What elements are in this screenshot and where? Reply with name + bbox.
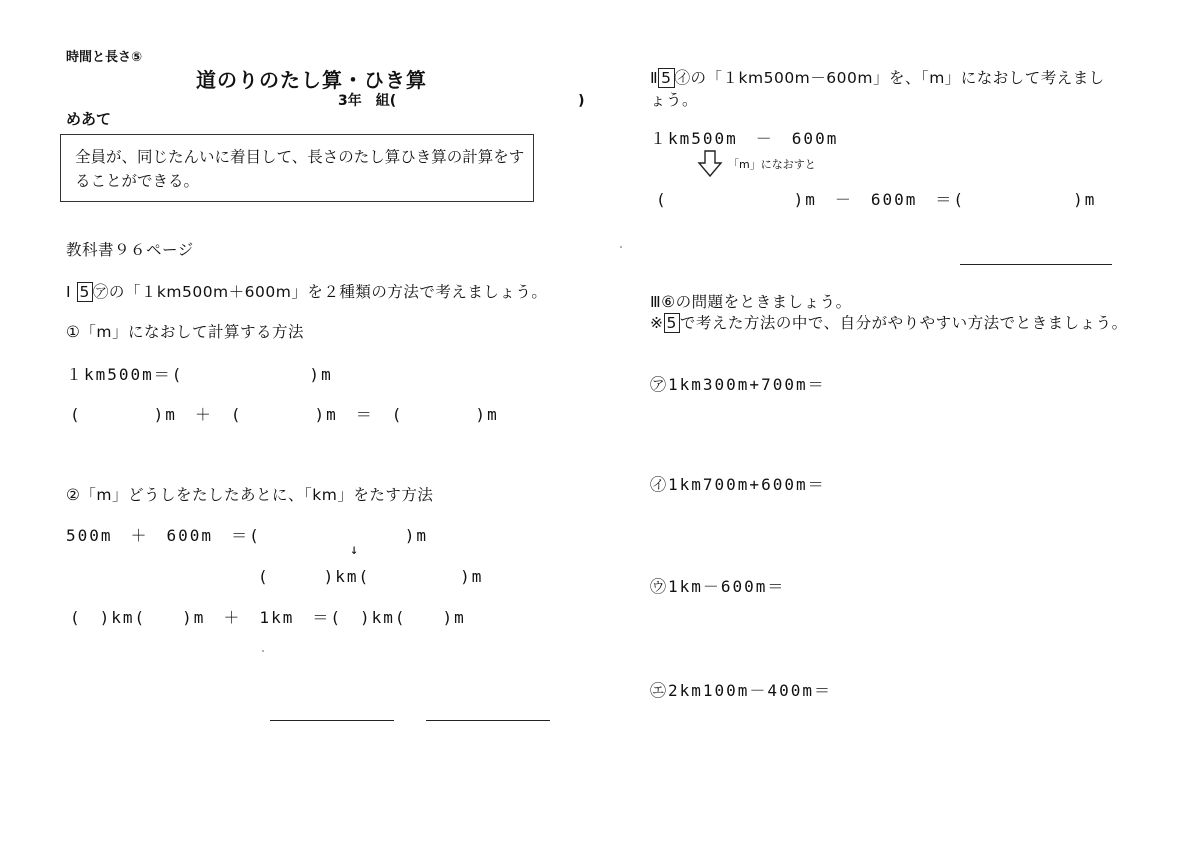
method1-line2: ( )m ＋ ( )m ＝ ( )m bbox=[70, 405, 499, 424]
part2-numeral: Ⅱ bbox=[650, 69, 659, 87]
part1-text: ㋐の「１km500m＋600m」を２種類の方法で考えましょう。 bbox=[92, 283, 548, 301]
part3-instruction bbox=[650, 290, 852, 312]
worksheet-title: 道のりのたし算・ひき算 bbox=[196, 68, 427, 92]
part2-instruction bbox=[650, 66, 1105, 88]
goal-box bbox=[60, 134, 534, 202]
problem-a: ㋐1km300m+700m＝ bbox=[650, 375, 826, 394]
part2-answer-underline bbox=[960, 264, 1112, 265]
goal-text: 全員が、同じたんいに着目して、長さのたし算ひき算の計算をすることができる。 bbox=[75, 148, 525, 190]
part2-expression: １km500m － 600m bbox=[650, 129, 839, 148]
part3-boxed-number: 5 bbox=[664, 313, 680, 333]
part2-conversion-line: ( )m － 600m ＝( )m bbox=[656, 190, 1097, 209]
part1-boxed-number: 5 bbox=[77, 282, 93, 302]
convert-label: 「m」になおすと bbox=[728, 158, 816, 171]
scan-speck bbox=[620, 246, 622, 248]
method1-heading: ①「m」になおして計算する方法 bbox=[66, 323, 304, 341]
method1-line1: １km500m＝( )m bbox=[66, 365, 333, 384]
part3-note-prefix: ※ bbox=[650, 314, 664, 332]
problem-e: ㋓2km100m－400m＝ bbox=[650, 681, 832, 700]
down-arrow: ↓ bbox=[350, 542, 361, 558]
problem-u: ㋒1km－600m＝ bbox=[650, 577, 786, 596]
part1-instruction bbox=[66, 280, 547, 302]
method2-line2: ( )km( )m bbox=[258, 567, 484, 586]
part2-boxed-number: 5 bbox=[658, 68, 674, 88]
down-hollow-arrow-icon bbox=[697, 150, 723, 178]
problem-i: ㋑1km700m+600m＝ bbox=[650, 475, 826, 494]
part3-note bbox=[650, 311, 1128, 333]
part3-numeral: Ⅲ bbox=[650, 293, 662, 311]
answer-underline-left bbox=[270, 720, 394, 721]
part1-numeral: Ⅰ bbox=[66, 283, 72, 301]
textbook-reference: 教科書９６ページ bbox=[66, 241, 194, 259]
part3-note-rest: で考えた方法の中で、自分がやりやすい方法でときましょう。 bbox=[679, 314, 1128, 332]
method2-line3: ( )km( )m ＋ 1km ＝( )km( )m bbox=[70, 608, 466, 627]
method2-heading: ②「m」どうしをたしたあとに、「km」をたす方法 bbox=[66, 486, 434, 504]
class-name-line: 3年 組( ) bbox=[338, 93, 585, 109]
part2-text-line1: ㋑の「１km500m－600m」を、「m」になおして考えまし bbox=[674, 69, 1105, 87]
goal-label: めあて bbox=[66, 110, 112, 128]
scan-speck bbox=[262, 650, 264, 652]
part2-text-line2: ょう。 bbox=[650, 91, 699, 109]
answer-underline-right bbox=[426, 720, 550, 721]
unit-label: 時間と長さ⑤ bbox=[66, 50, 143, 65]
method2-line1: 500m ＋ 600m ＝( )m bbox=[66, 526, 428, 545]
part3-text: ⑥の問題をときましょう。 bbox=[661, 293, 852, 311]
